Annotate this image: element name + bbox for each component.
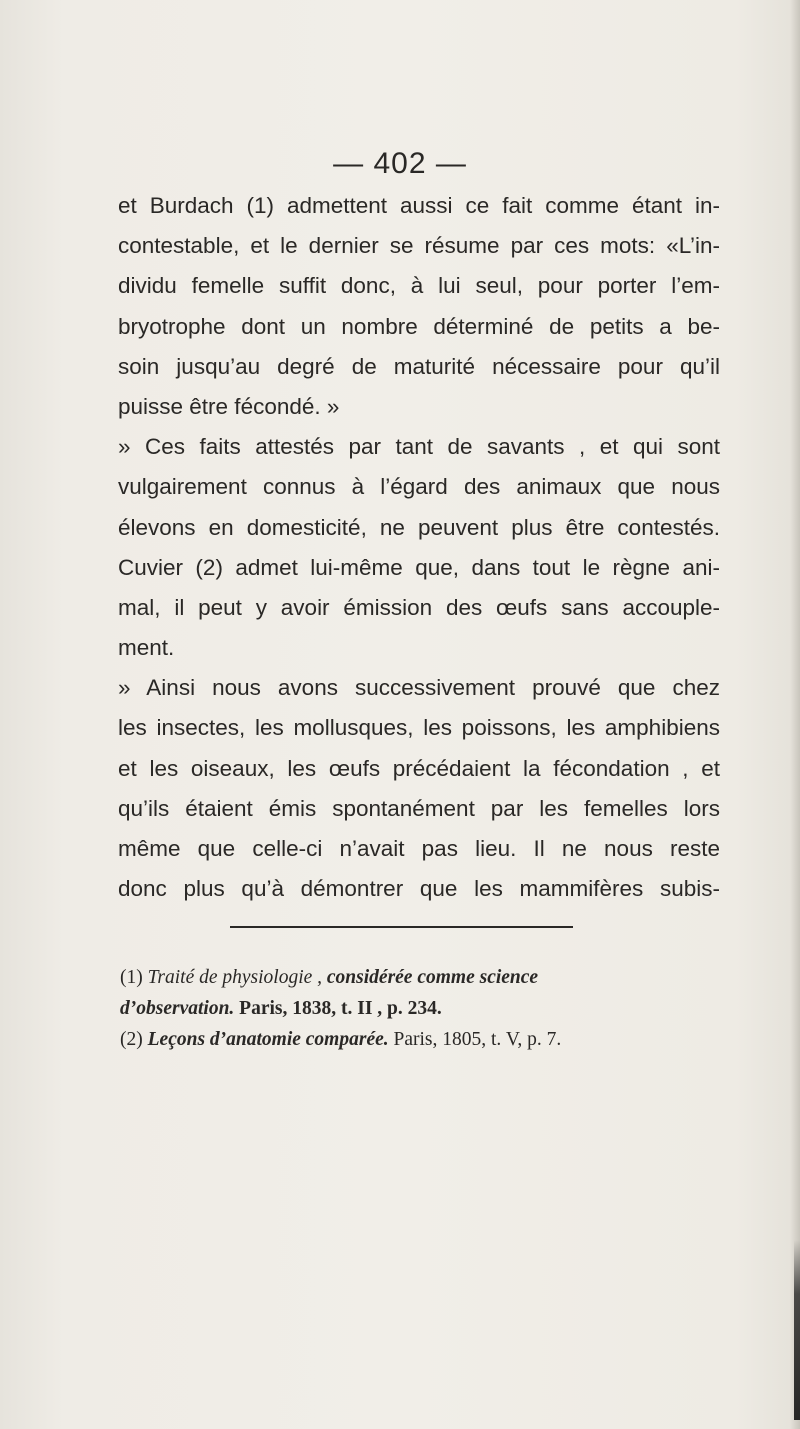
text-line: » Ces faits attestés par tant de savants , et qui sont — [118, 434, 720, 460]
text-line: les insectes, les mollusques, les poissons, les amphibiens — [118, 715, 720, 741]
text-line: bryotrophe dont un nombre déterminé de petits a be- — [118, 313, 720, 339]
text-line: même que celle-ci n’avait pas lieu. Il ne nous reste — [118, 836, 720, 861]
footnote-2-title: Leçons d’anatomie comparée. — [147, 1029, 389, 1050]
text-line: contestable, et le dernier se résume par ces mots: «L’in- — [118, 233, 720, 259]
footnote-1 — [120, 962, 720, 993]
text-line: ment. — [118, 635, 175, 661]
footnote-1-title-end: d’observation. — [120, 998, 235, 1019]
footnote-2-marker: (2) — [120, 1029, 143, 1050]
text-line: » Ainsi nous avons successivement prouvé que chez — [118, 675, 720, 701]
footnote-1-title: Traité de physiologie , — [147, 967, 323, 988]
footnote-divider — [230, 926, 573, 928]
text-line: soin jusqu’au degré de maturité nécessaire pour qu’il — [118, 353, 720, 379]
footnote-2 — [120, 1024, 720, 1055]
footnote-1-citation: Paris, 1838, t. II , p. 234. — [239, 998, 442, 1019]
footnote-1-title-cont: considérée comme science — [326, 967, 539, 988]
body-text — [118, 186, 720, 909]
text-line: mal, il peut y avoir émission des œufs sans accouple- — [118, 594, 720, 620]
footnote-1-line-2 — [120, 993, 720, 1024]
footnote-2-citation: Paris, 1805, t. V, p. 7. — [393, 1029, 562, 1050]
page-edge-shadow — [790, 0, 800, 1429]
text-line: puisse être fécondé. » — [118, 393, 340, 419]
text-line: donc plus qu’à démontrer que les mammifères subis- — [118, 876, 720, 902]
footnote-1-marker: (1) — [120, 967, 143, 988]
text-line: dividu femelle suffit donc, à lui seul, pour porter l’em- — [118, 273, 720, 299]
page-number: — 402 — — [333, 147, 467, 180]
footnotes — [120, 962, 720, 1055]
text-line: et Burdach (1) admettent aussi ce fait comme étant in- — [118, 193, 720, 218]
text-line: Cuvier (2) admet lui-même que, dans tout le règne ani- — [118, 554, 720, 580]
text-line: élevons en domesticité, ne peuvent plus être contestés. — [118, 514, 720, 540]
text-line: et les oiseaux, les œufs précédaient la fécondation , et — [118, 755, 720, 781]
text-line: vulgairement connus à l’égard des animaux que nous — [118, 474, 720, 500]
page-edge-dark — [794, 1240, 800, 1420]
text-line: qu’ils étaient émis spontanément par les femelles lors — [118, 795, 720, 821]
